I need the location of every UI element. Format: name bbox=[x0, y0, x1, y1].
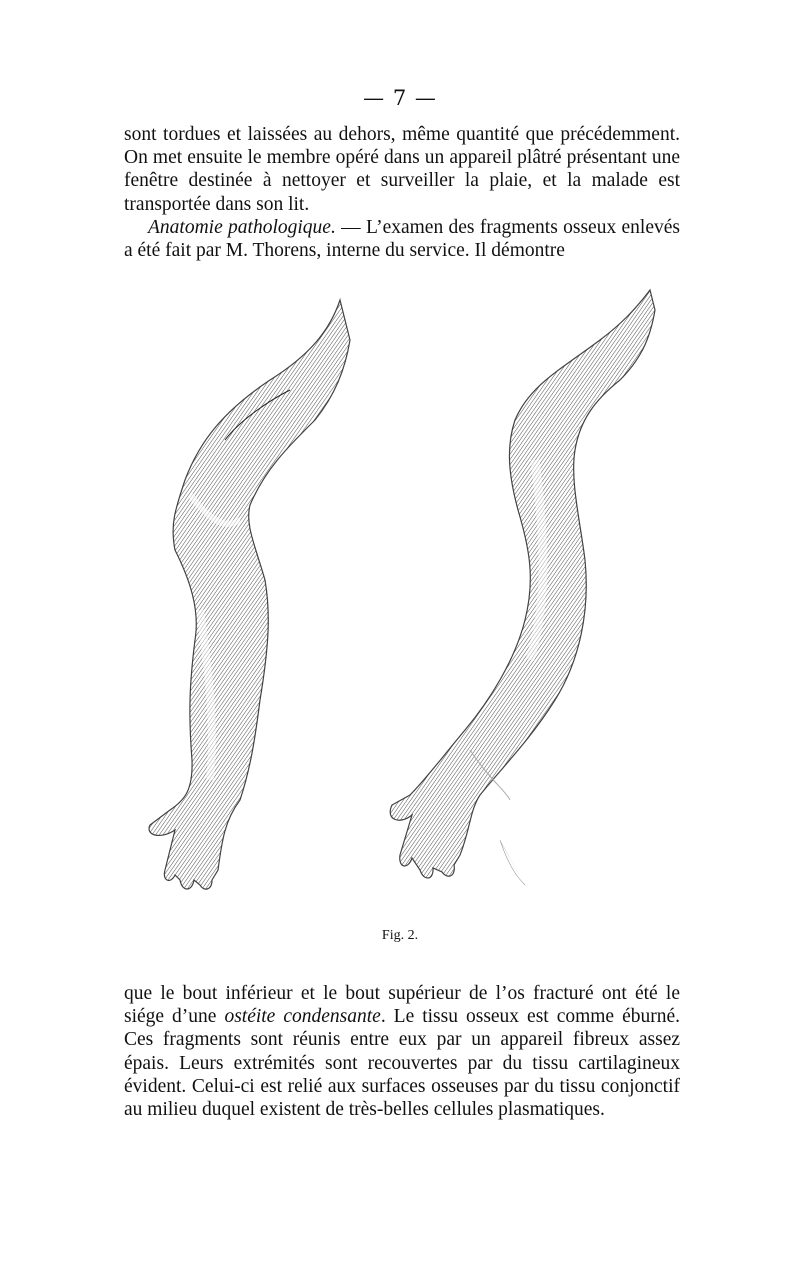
page-number: — 7 — bbox=[363, 86, 437, 110]
paragraph-3 bbox=[124, 982, 680, 1121]
paragraph-1: sont tordues et laissées au dehors, même quantité que précédemment. On met ensuite le membre opéré dans un appareil plâtré présentant une fenêtre destinée à nettoyer et surveiller la plaie, et la malade est transportée dans son lit. bbox=[124, 124, 680, 215]
paragraph-3-part1: que le bout inférieur et le bout supérieur de l’os fracturé ont été le siége d’une bbox=[124, 983, 680, 1028]
arm-illustration bbox=[130, 280, 670, 920]
section-title: Anatomie pathologique. bbox=[148, 216, 336, 238]
paragraph-2-body: — L’examen des fragments osseux enlevés a été fait par M. Thorens, interne du service. Il démontre bbox=[124, 216, 680, 262]
bottom-text-block bbox=[124, 982, 680, 1121]
figure-caption: Fig. 2. bbox=[381, 928, 419, 943]
left-arm-drawing bbox=[149, 300, 350, 889]
top-text-block bbox=[124, 123, 680, 262]
right-arm-drawing bbox=[390, 290, 655, 885]
paragraph-2 bbox=[124, 216, 680, 262]
paragraph-3-part2: . Le tissu osseux est comme éburné. Ces fragments sont réunis entre eux par un appareil fibreux assez épais. Leurs extrémités sont recouvertes par du tissu cartilagineux évident. Celui-ci est relié aux surfaces osseuses par du tissu conjonctif au milieu duquel existent de très-belles cellules plasmatiques. bbox=[124, 1006, 681, 1121]
paragraph-3-italic: ostéite condensante bbox=[224, 1006, 381, 1028]
